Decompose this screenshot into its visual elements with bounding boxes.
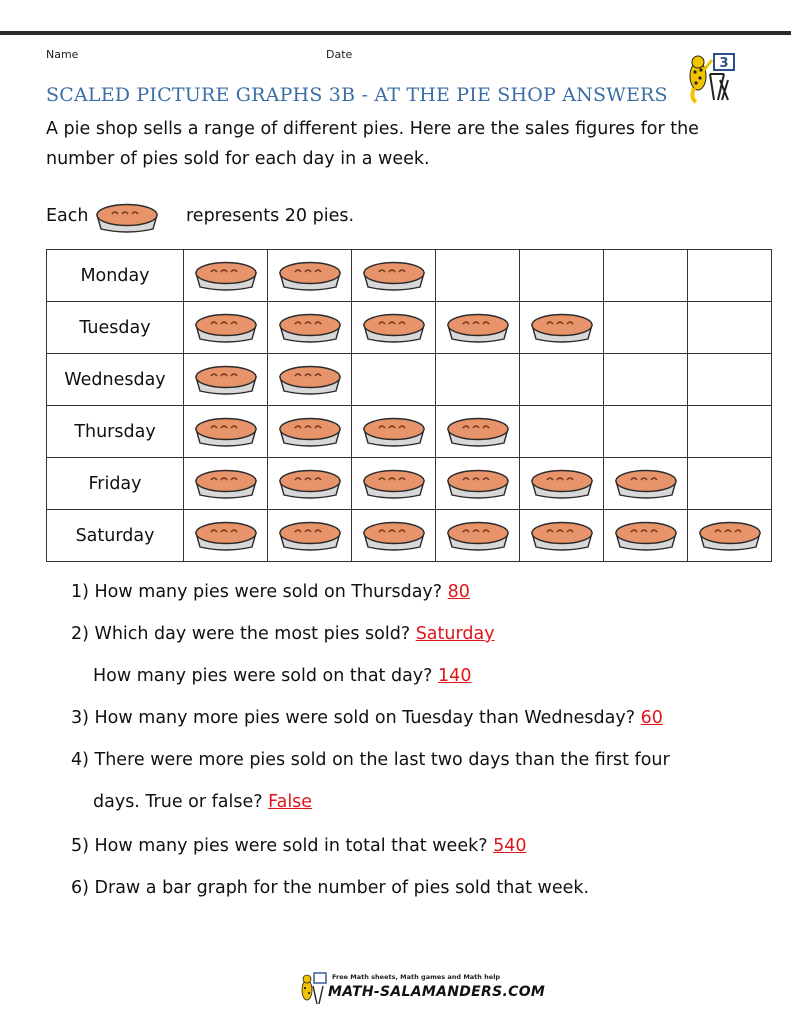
pie-icon — [193, 310, 259, 346]
graph-cell — [520, 354, 604, 406]
page-title: SCALED PICTURE GRAPHS 3B - AT THE PIE SHOP ANSWERS — [46, 84, 668, 106]
pie-icon — [361, 518, 427, 554]
pie-icon — [193, 466, 259, 502]
graph-cell — [352, 354, 436, 406]
graph-cell — [184, 302, 268, 354]
pie-icon — [361, 310, 427, 346]
pie-icon — [445, 414, 511, 450]
day-label: Thursday — [47, 406, 184, 458]
graph-cell — [520, 250, 604, 302]
graph-cell — [352, 250, 436, 302]
pie-icon — [613, 466, 679, 502]
graph-cell — [352, 406, 436, 458]
graph-row — [47, 302, 772, 354]
pie-icon — [277, 310, 343, 346]
pie-icon — [445, 310, 511, 346]
pie-icon — [193, 518, 259, 554]
graph-row — [47, 250, 772, 302]
picture-graph — [46, 249, 772, 562]
graph-cell — [688, 354, 772, 406]
graph-cell — [268, 510, 352, 562]
footer-logo — [298, 972, 546, 1008]
graph-cell — [436, 302, 520, 354]
day-label: Friday — [47, 458, 184, 510]
pie-icon — [193, 258, 259, 294]
question-5: 5) How many pies were sold in total that week? 540 — [71, 836, 527, 856]
pie-icon — [697, 518, 763, 554]
pie-icon — [613, 518, 679, 554]
answer-5: 540 — [493, 836, 527, 856]
pie-icon — [361, 258, 427, 294]
graph-cell — [604, 354, 688, 406]
pie-icon — [529, 310, 595, 346]
graph-row — [47, 406, 772, 458]
pie-icon — [277, 362, 343, 398]
day-label: Wednesday — [47, 354, 184, 406]
graph-row — [47, 458, 772, 510]
graph-cell — [268, 406, 352, 458]
answer-2b: 140 — [438, 666, 472, 686]
question-4b: days. True or false? False — [93, 792, 313, 812]
graph-cell — [184, 406, 268, 458]
pie-icon — [529, 466, 595, 502]
graph-cell — [604, 250, 688, 302]
name-label: Name — [46, 48, 79, 61]
graph-cell — [604, 510, 688, 562]
graph-cell — [184, 510, 268, 562]
question-6: 6) Draw a bar graph for the number of pies sold that week. — [71, 878, 590, 898]
graph-cell — [436, 354, 520, 406]
graph-cell — [520, 406, 604, 458]
graph-cell — [520, 510, 604, 562]
graph-row — [47, 510, 772, 562]
graph-cell — [268, 354, 352, 406]
graph-cell — [688, 510, 772, 562]
graph-cell — [436, 406, 520, 458]
answer-2a: Saturday — [415, 624, 495, 644]
graph-cell — [688, 302, 772, 354]
pie-icon — [193, 414, 259, 450]
graph-cell — [436, 250, 520, 302]
question-3: 3) How many more pies were sold on Tuesday than Wednesday? 60 — [71, 708, 663, 728]
footer-tagline: Free Math sheets, Math games and Math help — [332, 973, 501, 981]
pie-icon — [193, 362, 259, 398]
pie-icon — [361, 414, 427, 450]
graph-row — [47, 354, 772, 406]
answer-3: 60 — [640, 708, 663, 728]
salamander-footer-icon — [298, 972, 328, 1006]
day-label: Saturday — [47, 510, 184, 562]
pie-icon — [445, 518, 511, 554]
question-2: 2) Which day were the most pies sold? Saturday — [71, 624, 495, 644]
salamander-logo — [684, 50, 742, 104]
graph-cell — [268, 250, 352, 302]
question-1: 1) How many pies were sold on Thursday? 80 — [71, 582, 470, 602]
grade-badge: 3 — [719, 56, 729, 71]
graph-cell — [604, 458, 688, 510]
graph-cell — [436, 458, 520, 510]
pie-icon — [361, 466, 427, 502]
pie-icon — [529, 518, 595, 554]
pie-icon — [277, 258, 343, 294]
top-rule — [0, 31, 791, 35]
answer-1: 80 — [447, 582, 470, 602]
footer-site: MATH-SALAMANDERS.COM — [328, 984, 546, 1000]
answer-4: False — [268, 792, 313, 812]
intro-text: A pie shop sells a range of different pies. Here are the sales figures for the number of pies sold for each day in a week. — [46, 119, 699, 169]
day-label: Monday — [47, 250, 184, 302]
question-4: 4) There were more pies sold on the last two days than the first four — [71, 750, 670, 770]
graph-cell — [352, 510, 436, 562]
pie-icon — [277, 466, 343, 502]
graph-cell — [184, 354, 268, 406]
graph-cell — [688, 406, 772, 458]
graph-cell — [352, 458, 436, 510]
graph-cell — [352, 302, 436, 354]
pie-icon — [94, 200, 160, 236]
graph-cell — [184, 458, 268, 510]
graph-cell — [520, 302, 604, 354]
graph-cell — [268, 302, 352, 354]
pie-icon — [277, 414, 343, 450]
question-2b: How many pies were sold on that day? 140 — [93, 666, 472, 686]
key-represents-label: represents 20 pies. — [186, 206, 355, 226]
pie-icon — [445, 466, 511, 502]
graph-cell — [604, 406, 688, 458]
day-label: Tuesday — [47, 302, 184, 354]
graph-cell — [184, 250, 268, 302]
graph-cell — [520, 458, 604, 510]
graph-cell — [604, 302, 688, 354]
key-each-label: Each — [46, 206, 89, 226]
date-label: Date — [326, 48, 353, 61]
pie-icon — [277, 518, 343, 554]
graph-cell — [268, 458, 352, 510]
graph-cell — [688, 250, 772, 302]
graph-cell — [436, 510, 520, 562]
graph-cell — [688, 458, 772, 510]
